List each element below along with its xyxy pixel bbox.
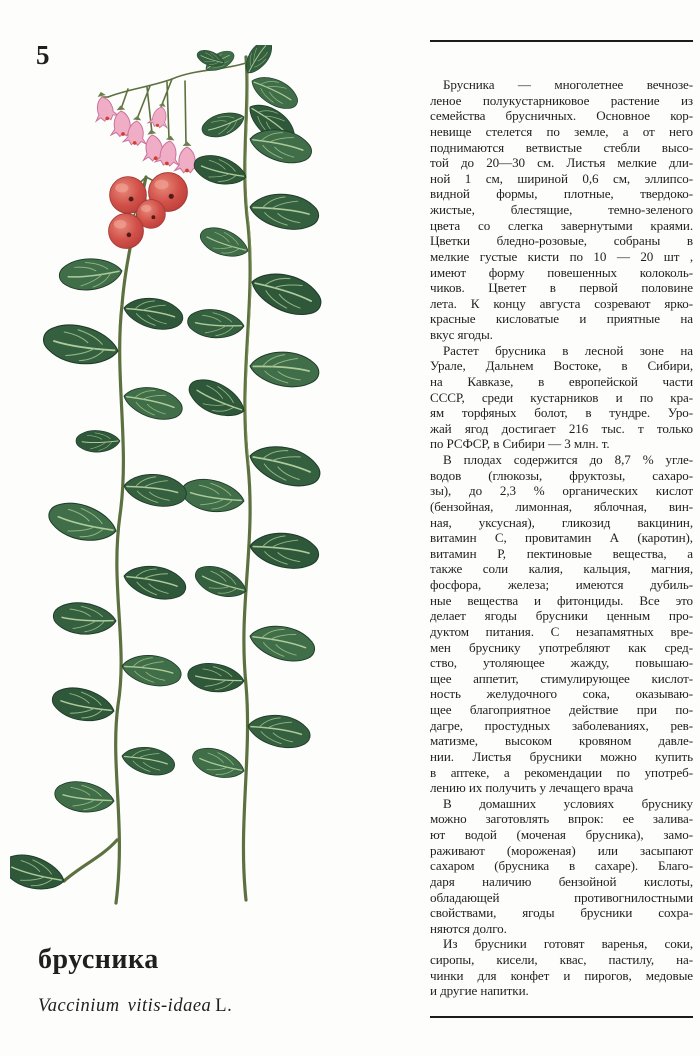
text-line: водов (глюкозы, фруктозы, сахаро- <box>430 467 693 483</box>
text-line: мелкие густые кисти по 10 — 20 шт , <box>430 248 693 264</box>
text-line: видной формы, плотные, твердоко- <box>430 186 693 202</box>
text-line: той до 20—30 см. Листья мелкие дли- <box>430 155 693 171</box>
text-line: фосфора, железа; имеются дубиль- <box>430 577 693 592</box>
text-line: можно заготовлять впрок: ее залива- <box>430 811 693 827</box>
text-line: сиропы, кисели, квас, пастилу, на- <box>430 952 693 967</box>
text-line: сахаром (брусника в сахаре). Благо- <box>430 858 693 874</box>
text-line: СССР, среди кустарников и по кра- <box>430 389 693 405</box>
text-line: по РСФСР, в Сибири — 3 млн. т. <box>430 436 610 452</box>
text-line: витамин С, провитамин А (каротин), <box>430 530 693 546</box>
text-line: Урале, Дальнем Востоке, в Сибири, <box>430 358 693 374</box>
text-line: вкус ягоды. <box>430 327 493 342</box>
text-line: чиков. Цветет в первой половине <box>430 280 693 296</box>
text-line: щее аппетит, стимулирующее кислот- <box>430 670 693 686</box>
text-line: Брусника — многолетнее вечнозе- <box>443 77 693 92</box>
text-line: и другие напитки. <box>430 983 529 999</box>
text-line: жай ягод достигает 216 тыс. т только <box>430 420 693 436</box>
text-line: Из брусники готовят варенья, соки, <box>443 936 693 952</box>
text-line: ной 1 см, шириной 0,6 см, эллипсо- <box>430 170 693 186</box>
top-rule <box>430 40 693 42</box>
text-line: даря наличию бензойной кислоты, <box>430 873 693 889</box>
text-line: Растет брусника в лесной зоне на <box>443 342 693 358</box>
text-line: ная, уксусная), гликозид вакцинин, <box>430 514 693 530</box>
text-line: цвета со слегка завернутыми краями. <box>430 217 693 233</box>
text-line: жистые, блестящие, темно-зеленого <box>430 202 693 217</box>
caption-title: брусника <box>38 944 159 975</box>
text-line: чинки для конфет и пирогов, медовые <box>430 967 693 983</box>
text-line: мен бруснику употребляют как сред- <box>430 639 693 655</box>
text-line: ям торфяных болот, в тундре. Уро- <box>430 405 693 421</box>
article-column <box>430 40 693 1018</box>
text-line: свойствами, ягоды брусники сохра- <box>430 905 693 921</box>
text-line: раживают (мороженая) или засыпают <box>430 842 693 858</box>
text-line: леное полукустарниковое растение из <box>430 92 693 108</box>
text-line: матизме, высоком кровяном давле- <box>430 733 693 749</box>
text-line: зы), до 2,3 % органических кислот <box>430 483 693 499</box>
text-line: семейства брусничных. Основное кор- <box>430 108 693 124</box>
text-line: имеют форму повешенных колоколь- <box>430 264 693 280</box>
text-line: ность желудочного сока, оказываю- <box>430 686 693 702</box>
page-number: 5 <box>36 40 51 70</box>
text-line: лению их получить у лечащего врача <box>430 780 634 796</box>
text-line: также соли калия, кальция, магния, <box>430 561 693 577</box>
lingonberry-plant-illustration <box>10 45 410 925</box>
caption-latin-authority: L. <box>215 996 233 1016</box>
text-line: В плодах содержится до 8,7 % угле- <box>443 452 693 467</box>
text-line: лета. К концу августа созревают ярко- <box>430 295 693 311</box>
text-line: невище стелется по земле, а от него <box>430 123 693 139</box>
caption-latin-name: Vaccinium vitis-idaea <box>38 996 212 1016</box>
text-line: поднимаются ветвистые стебли высо- <box>430 139 693 155</box>
article-paragraphs <box>430 77 693 999</box>
bottom-rule <box>430 1016 693 1018</box>
text-line: дуктом питания. С незапамятных вре- <box>430 623 693 639</box>
text-line: на Кавказе, в европейской части <box>430 373 693 389</box>
text-line: ют водой (моченая брусника), замо- <box>430 827 693 842</box>
text-line: делает ягоды брусники ценным про- <box>430 608 693 624</box>
text-line: ство, утоляющее жажду, повышаю- <box>430 655 693 671</box>
caption-latin <box>38 996 232 1017</box>
text-line: нии. Листья брусники можно купить <box>430 748 693 764</box>
text-line: (бензойная, лимонная, яблочная, вин- <box>430 498 693 514</box>
text-line: дагре, простудных заболеваниях, рев- <box>430 717 693 733</box>
text-line: обладающей противогнилостными <box>430 889 693 905</box>
text-line: Цветки бледно-розовые, собраны в <box>430 233 693 249</box>
text-line: витамин Р, пектиновые вещества, а <box>430 545 693 561</box>
text-line: красные кисловатые и приятные на <box>430 311 693 327</box>
text-line: ные вещества и фитонциды. Все это <box>430 592 693 608</box>
text-line: няются долго. <box>430 920 507 936</box>
text-line: В домашних условиях бруснику <box>443 795 693 811</box>
text-line: в аптеке, а рекомендации по употреб- <box>430 764 693 780</box>
text-line: щее благоприятное действие при по- <box>430 702 693 717</box>
